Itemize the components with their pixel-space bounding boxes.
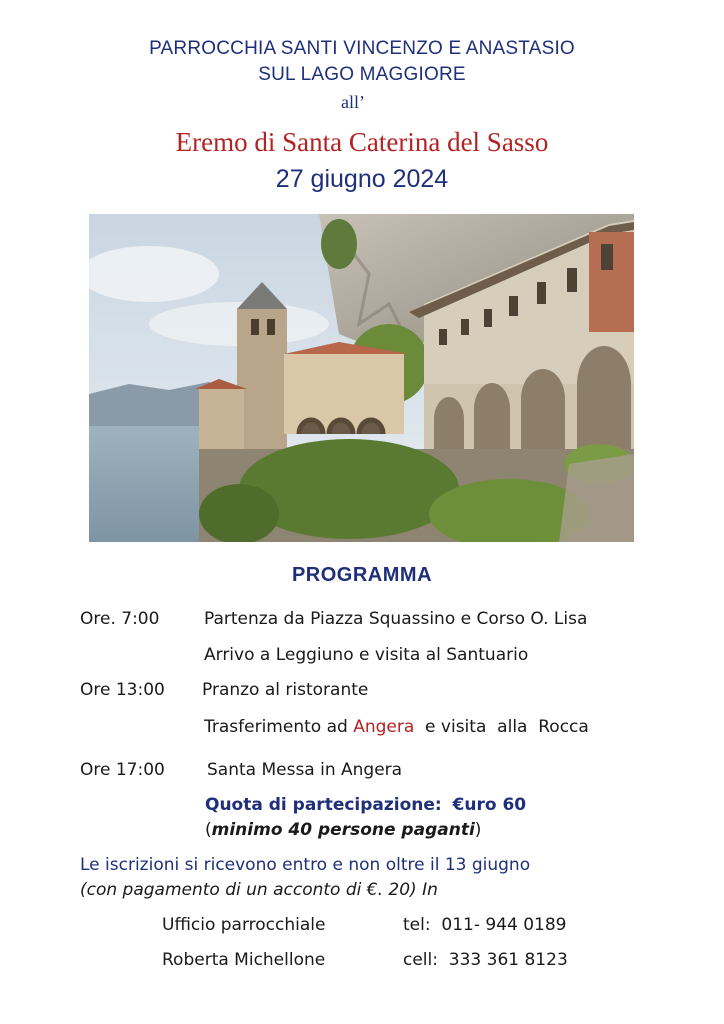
contact-phone-1: tel: 011- 944 0189 [403, 915, 567, 935]
quota-price: €uro 60 [452, 795, 527, 815]
hermitage-photo [89, 214, 634, 542]
event-date: 27 giugno 2024 [275, 165, 449, 193]
angera-highlight: Angera [353, 717, 415, 737]
schedule-text-2: Arrivo a Leggiuno e visita al Santuario [204, 645, 529, 665]
parish-name-line2: SUL LAGO MAGGIORE [258, 64, 466, 85]
quota-note-line [205, 820, 481, 840]
schedule-text-4 [204, 717, 589, 737]
quota-line [205, 795, 526, 815]
to-label: all’ [341, 92, 365, 112]
schedule-text-3: Pranzo al ristorante [202, 680, 369, 700]
schedule-text-1: Partenza da Piazza Squassino e Corso O. Lisa [204, 609, 588, 629]
schedule-text-4-before: Trasferimento ad [204, 717, 354, 737]
contact-name-2: Roberta Michellone [162, 950, 326, 970]
quota-note-open: ( [205, 820, 212, 840]
contact-name-1: Ufficio parrocchiale [162, 915, 326, 935]
quota-label: Quota di partecipazione: [205, 795, 442, 815]
iscrizioni-line1: Le iscrizioni si ricevono entro e non oltre il 13 giugno [80, 855, 531, 875]
quota-note: minimo 40 persone paganti [211, 820, 475, 840]
schedule-time-1: Ore. 7:00 [80, 609, 160, 629]
schedule-text-5: Santa Messa in Angera [207, 760, 403, 780]
schedule-time-3: Ore 13:00 [80, 680, 165, 700]
iscrizioni-line2: (con pagamento di un acconto di €. 20) In [80, 880, 438, 900]
schedule-text-4-after: e visita alla Rocca [414, 717, 589, 737]
programma-title: PROGRAMMA [291, 564, 433, 586]
schedule-time-5: Ore 17:00 [80, 760, 165, 780]
parish-name-line1: PARROCCHIA SANTI VINCENZO E ANASTASIO [149, 38, 575, 59]
contact-phone-2: cell: 333 361 8123 [403, 950, 568, 970]
quota-note-close: ) [474, 820, 482, 840]
destination-title: Eremo di Santa Caterina del Sasso [175, 127, 549, 157]
